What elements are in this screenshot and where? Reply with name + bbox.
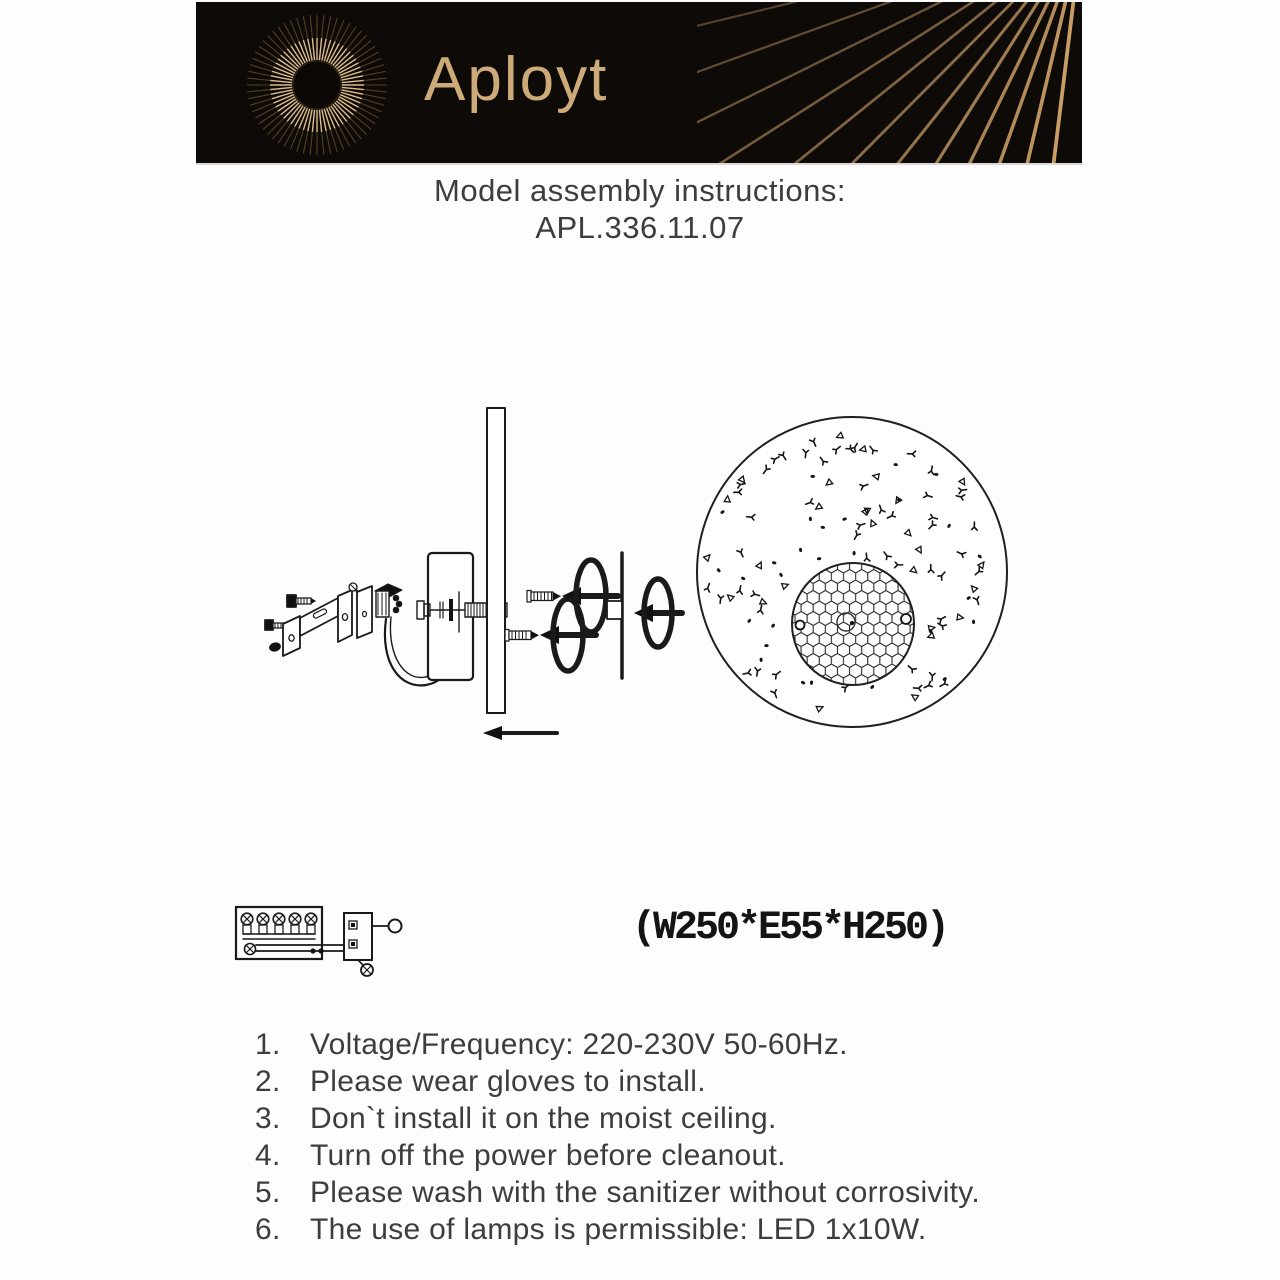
item-text: Turn off the power before cleanout. <box>310 1139 786 1172</box>
item-number: 4. <box>255 1139 281 1172</box>
item-number: 5. <box>255 1176 281 1209</box>
item-text: Voltage/Frequency: 220-230V 50-60Hz. <box>310 1028 848 1061</box>
corner-rays-icon <box>697 2 1082 163</box>
backplate-rotation-icon <box>607 553 682 678</box>
assembly-exploded-diagram <box>250 395 710 775</box>
item-text: Don`t install it on the moist ceiling. <box>310 1102 777 1135</box>
list-item <box>255 1137 1085 1174</box>
page-title: Model assembly instructions: <box>434 173 846 208</box>
title-block <box>0 172 1280 246</box>
brand-logo-text: Aployt <box>424 45 609 114</box>
item-text: Please wear gloves to install. <box>310 1065 706 1098</box>
wiring-diagram <box>232 893 417 998</box>
starburst-logo-icon <box>242 10 392 160</box>
wall-panel-icon <box>487 408 505 713</box>
list-item <box>255 1174 1085 1211</box>
wiring-screw-bottom-icon <box>245 944 256 955</box>
item-text: Please wash with the sanitizer without corrosivity. <box>310 1176 981 1209</box>
instruction-list <box>255 1026 1085 1248</box>
honeycomb-diffuser-icon <box>792 563 914 685</box>
driver-connector-icon <box>344 913 372 960</box>
list-item <box>255 1211 1085 1248</box>
header-banner <box>196 2 1082 163</box>
screw-rotation-icons <box>505 560 618 671</box>
list-item <box>255 1063 1085 1100</box>
dimensions-label: (W250*E55*H250) <box>632 906 948 951</box>
list-item <box>255 1100 1085 1137</box>
terminal-screws-icon <box>241 913 317 939</box>
ground-screw-icon <box>358 960 373 976</box>
item-number: 1. <box>255 1028 281 1061</box>
item-number: 3. <box>255 1102 281 1135</box>
item-number: 2. <box>255 1065 281 1098</box>
lamp-symbol-icon <box>372 920 402 933</box>
direction-arrow-icon <box>483 726 557 740</box>
list-item <box>255 1026 1085 1063</box>
model-number: APL.336.11.07 <box>535 210 745 245</box>
lamp-face-diagram <box>692 412 1012 732</box>
item-text: The use of lamps is permissible: LED 1x10W. <box>310 1213 927 1246</box>
item-number: 6. <box>255 1213 281 1246</box>
